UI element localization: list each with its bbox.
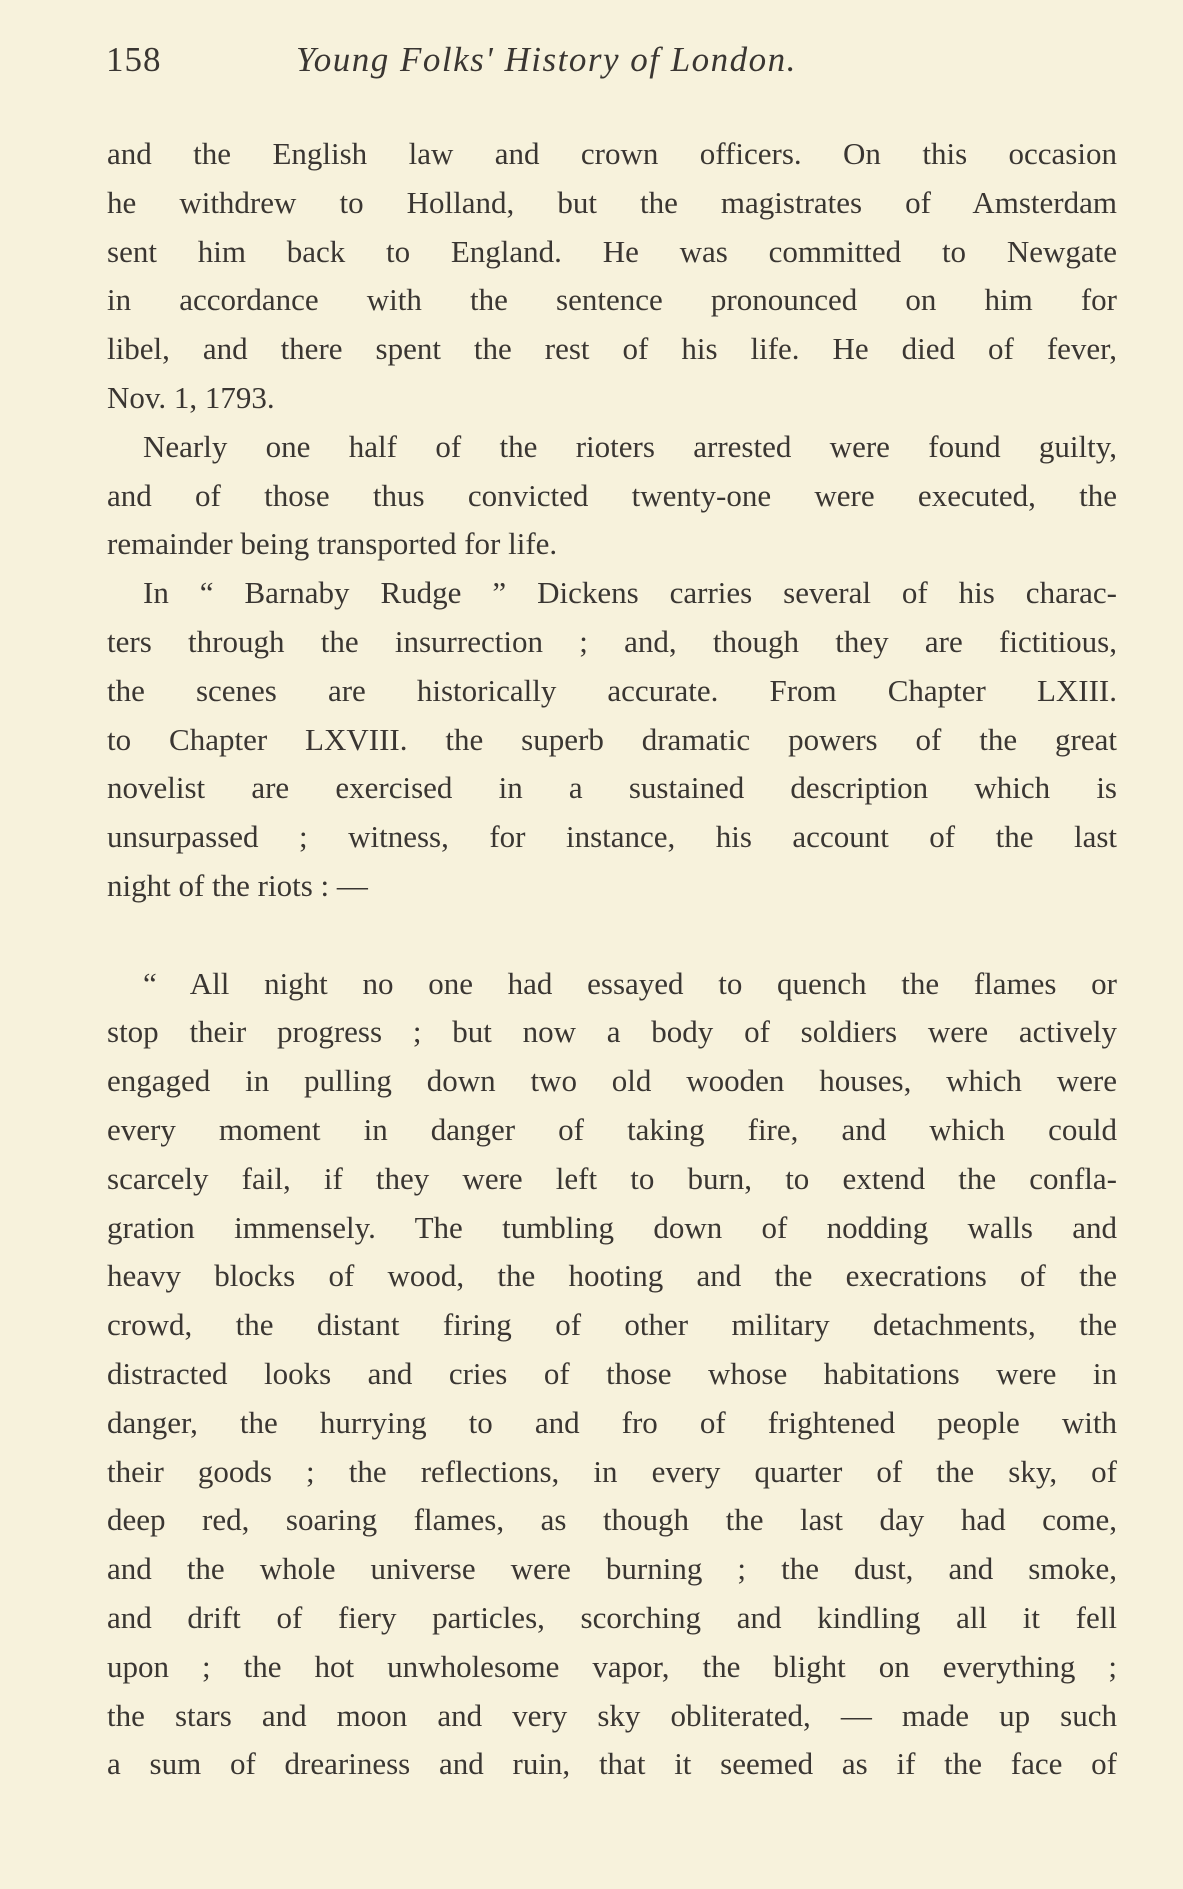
text-line: heavy blocks of wood, the hooting and the execrations of the [107,1258,1117,1294]
text-line: to Chapter LXVIII. the superb dramatic powers of the great [107,721,1117,757]
text-line: the stars and moon and very sky obliterated, — made up such [107,1697,1117,1733]
paragraph-3 [107,569,1117,911]
paragraph-gap [107,911,1117,960]
text-line: deep red, soaring flames, as though the last day had come, [107,1502,1117,1538]
text-line: night of the riots : — [107,867,368,903]
text-line: danger, the hurrying to and fro of frightened people with [107,1404,1117,1440]
paragraph-1 [107,130,1117,423]
quotation-block [107,960,1117,1790]
text-line: he withdrew to Holland, but the magistrates of Amsterdam [107,184,1117,220]
text-line: novelist are exercised in a sustained description which is [107,770,1117,806]
text-line: crowd, the distant firing of other military detachments, the [107,1307,1117,1343]
text-line: remainder being transported for life. [107,526,558,562]
text-line: every moment in danger of taking fire, and which could [107,1111,1117,1147]
page-number: 158 [106,40,162,79]
text-line: In “ Barnaby Rudge ” Dickens carries several of his charac- [143,575,1117,611]
text-line: sent him back to England. He was committed to Newgate [107,233,1117,269]
text-line: and drift of fiery particles, scorching and kindling all it fell [107,1599,1117,1635]
page-header [106,40,1126,90]
text-line: “ All night no one had essayed to quench the flames or [143,965,1117,1001]
text-line: libel, and there spent the rest of his life. He died of fever, [107,331,1117,367]
running-title: Young Folks' History of London. [296,40,797,79]
text-line: stop their progress ; but now a body of soldiers were actively [107,1014,1117,1050]
text-line: Nearly one half of the rioters arrested were found guilty, [143,428,1117,464]
text-line: a sum of dreariness and ruin, that it seemed as if the face of [107,1746,1117,1782]
text-line: ters through the insurrection ; and, though they are fictitious, [107,623,1117,659]
text-line: and the English law and crown officers. On this occasion [107,136,1117,171]
text-line: distracted looks and cries of those whose habitations were in [107,1355,1117,1391]
text-line: and the whole universe were burning ; the dust, and smoke, [107,1551,1117,1587]
text-line: scarcely fail, if they were left to burn, to extend the confla- [107,1160,1117,1196]
text-line: gration immensely. The tumbling down of nodding walls and [107,1209,1117,1245]
paragraph-2 [107,423,1117,569]
body-text [107,130,1117,1789]
text-line: in accordance with the sentence pronounced on him for [107,282,1117,318]
text-line: engaged in pulling down two old wooden houses, which were [107,1063,1117,1099]
text-line: unsurpassed ; witness, for instance, his account of the last [107,819,1117,855]
text-line: upon ; the hot unwholesome vapor, the blight on everything ; [107,1648,1117,1684]
text-line: their goods ; the reflections, in every quarter of the sky, of [107,1453,1117,1489]
text-line: and of those thus convicted twenty-one were executed, the [107,477,1117,513]
text-line: the scenes are historically accurate. From Chapter LXIII. [107,672,1117,708]
text-line: Nov. 1, 1793. [107,379,275,415]
